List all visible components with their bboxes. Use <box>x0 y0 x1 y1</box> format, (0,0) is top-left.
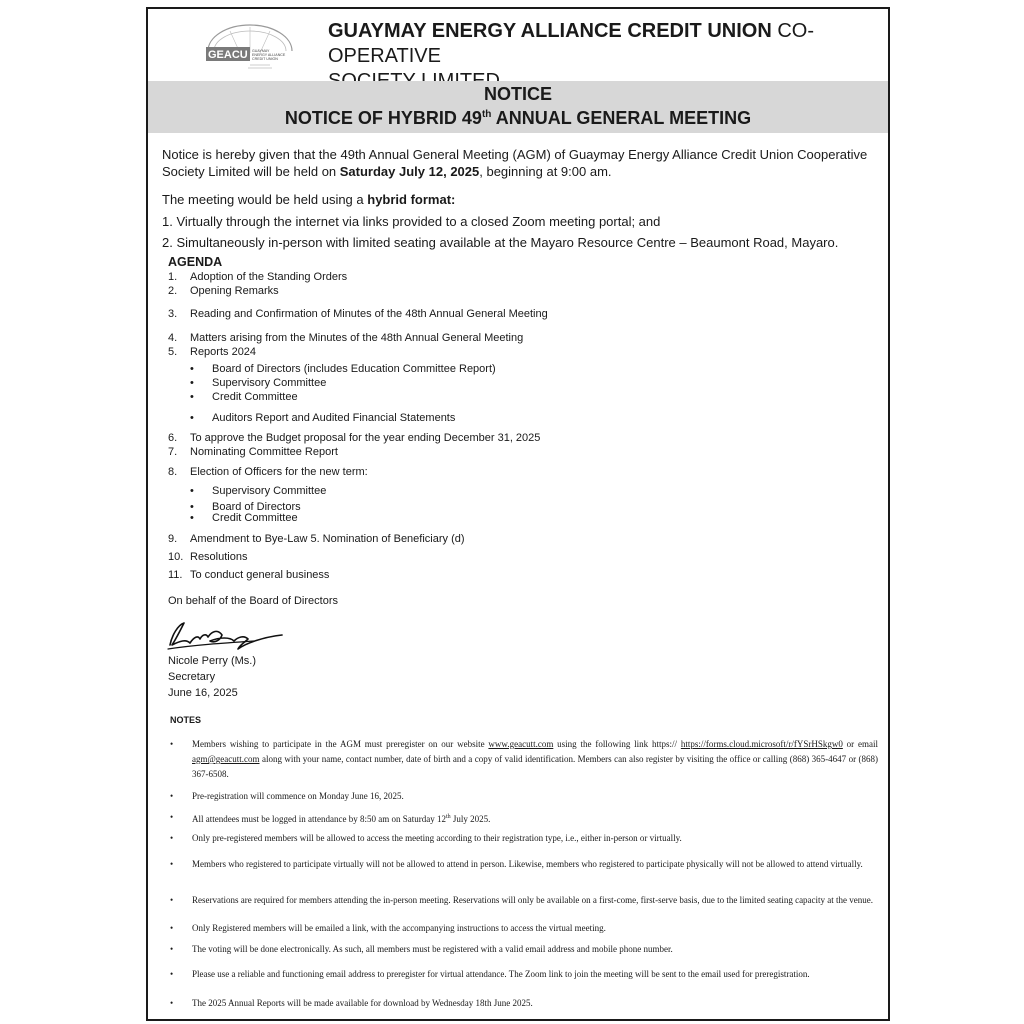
note-text: The voting will be done electronically. As such, all members must be registered with a valid email address and mobile phone number. <box>192 944 673 954</box>
note-item <box>170 942 878 957</box>
signer-role: Secretary <box>168 671 216 683</box>
note-item <box>170 893 878 908</box>
credit-union-logo <box>200 21 300 75</box>
bullet-icon: • <box>170 859 174 869</box>
agenda-number: 3. <box>168 308 178 320</box>
agenda-number: 10. <box>168 551 184 563</box>
agenda-subitem <box>190 377 326 390</box>
note-text: Members who registered to participate virtually will not be allowed to attend in person. Likewise, members who registered to participate physically will not be allowed to attend virtually. <box>192 859 863 869</box>
agenda-number: 1. <box>168 271 178 283</box>
agenda-item <box>168 551 247 564</box>
note-item <box>170 831 878 846</box>
bullet-icon: • <box>170 969 174 979</box>
note-text: Pre-registration will commence on Monday June 16, 2025. <box>192 791 404 801</box>
note-item <box>170 967 878 982</box>
agenda-number: 4. <box>168 332 178 344</box>
bullet-icon: • <box>170 739 174 749</box>
agenda-text: To conduct general business <box>190 569 330 581</box>
signer-name: Nicole Perry (Ms.) <box>168 655 257 667</box>
signoff-date: June 16, 2025 <box>168 687 238 699</box>
note-text-part: July 2025. <box>450 814 491 824</box>
email-link[interactable]: agm@geacutt.com <box>192 754 260 764</box>
agenda-item <box>168 466 368 479</box>
agenda-subitem-text: Credit Committee <box>212 512 298 524</box>
agenda-subitem <box>190 485 326 498</box>
agenda-title: AGENDA <box>168 255 223 269</box>
agenda-text: Matters arising from the Minutes of the 48th Annual General Meeting <box>190 332 524 344</box>
agenda-number: 8. <box>168 466 178 478</box>
title-sup: th <box>481 109 492 120</box>
agenda-item <box>168 346 256 359</box>
notice-document <box>146 7 890 1021</box>
meeting-date: Saturday July 12, 2025 <box>339 164 480 179</box>
signer-block <box>168 653 256 701</box>
svg-text:CREDIT UNION: CREDIT UNION <box>252 57 278 61</box>
note-text: The 2025 Annual Reports will be made available for download by Wednesday 18th June 2025. <box>192 998 533 1008</box>
format-paragraph <box>162 191 455 208</box>
note-text-part: All attendees must be logged in attendance by 8:50 am on Saturday 12 <box>192 814 446 824</box>
agenda-text: Reading and Confirmation of Minutes of the 48th Annual General Meeting <box>190 308 548 320</box>
svg-text:GUAYMAY: GUAYMAY <box>252 49 270 53</box>
bullet-icon: • <box>170 812 174 822</box>
agenda-item <box>168 308 548 321</box>
bullet-icon: • <box>170 944 174 954</box>
note-text <box>192 810 878 827</box>
agenda-text: To approve the Budget proposal for the year ending December 31, 2025 <box>190 432 541 444</box>
intro-text-end: , beginning at 9:00 am. <box>479 164 612 179</box>
bullet-icon: • <box>190 377 194 389</box>
organization-name-bold: GUAYMAY ENERGY ALLIANCE CREDIT UNION <box>328 20 772 42</box>
agenda-subitem <box>190 363 496 376</box>
note-item <box>170 996 878 1011</box>
agenda-number: 7. <box>168 446 178 458</box>
svg-text:ENERGY ALLIANCE: ENERGY ALLIANCE <box>252 53 286 57</box>
bullet-icon: • <box>190 391 194 403</box>
signature-image <box>164 615 288 655</box>
agenda-text: Resolutions <box>190 551 248 563</box>
agenda-text: Adoption of the Standing Orders <box>190 271 348 283</box>
bullet-icon: • <box>190 485 194 497</box>
note-item <box>170 789 878 804</box>
note-text-part: Members wishing to participate in the AGM must preregister on our website <box>192 739 489 749</box>
agenda-subitem <box>190 512 298 525</box>
bullet-icon: • <box>170 791 174 801</box>
agenda-number: 11. <box>168 569 183 581</box>
agenda-item <box>168 533 465 546</box>
agenda-subitem-text: Credit Committee <box>212 391 298 403</box>
agenda-subitem-text: Board of Directors (includes Education Committee Report) <box>212 363 496 375</box>
format-option-in-person: 2. Simultaneously in-person with limited seating available at the Mayaro Resource Centre – Beaumont Road, Mayaro. <box>162 235 839 250</box>
agenda-subitem <box>190 391 298 404</box>
format-bold: hybrid format: <box>367 192 456 207</box>
agenda-item <box>168 432 540 445</box>
agenda-subitem-text: Supervisory Committee <box>212 377 327 389</box>
agenda-item <box>168 332 523 345</box>
intro-section <box>162 146 878 250</box>
intro-paragraph <box>162 146 878 180</box>
registration-link[interactable]: https://forms.cloud.microsoft/r/fYSrHSkgw0 <box>680 739 843 749</box>
note-text-part: or email <box>842 739 878 749</box>
agenda-item <box>168 446 338 459</box>
notes-title: NOTES <box>170 715 202 725</box>
note-text-part: using the following link https:// <box>553 739 677 749</box>
bullet-icon: • <box>170 923 174 933</box>
agenda-item <box>168 271 347 284</box>
website-link[interactable]: www.geacutt.com <box>488 739 554 749</box>
bullet-icon: • <box>170 895 174 905</box>
note-text: Please use a reliable and functioning email address to preregister for virtual attendance. The Zoom link to join the meeting will be sent to the email used for preregistration. <box>192 969 810 979</box>
note-sup: th <box>445 814 451 820</box>
notice-heading: NOTICE <box>483 84 552 104</box>
agenda-number: 2. <box>168 285 178 297</box>
svg-text:GEACU: GEACU <box>208 49 248 61</box>
title-band <box>148 81 888 133</box>
bullet-icon: • <box>170 998 174 1008</box>
note-text: Reservations are required for members attending the in-person meeting. Reservations will only be available on a first-come, first-serve basis, due to the limited seating capacity at the venue. <box>192 895 874 905</box>
note-item <box>170 737 878 782</box>
notice-title <box>148 106 888 130</box>
agenda-number: 5. <box>168 346 178 358</box>
agenda-text: Opening Remarks <box>190 285 279 297</box>
note-text: Only pre-registered members will be allowed to access the meeting according to their registration type, i.e., either in-person or virtually. <box>192 833 682 843</box>
agenda-number: 6. <box>168 432 178 444</box>
organization-name-rest: CO-OPERATIVE <box>328 20 814 67</box>
agenda-subitem <box>190 412 455 425</box>
note-item <box>170 857 878 872</box>
note-item <box>170 810 878 827</box>
agenda-number: 9. <box>168 533 178 545</box>
note-item <box>170 921 878 936</box>
note-text: Only Registered members will be emailed a link, with the accompanying instructions to access the virtual meeting. <box>192 923 606 933</box>
agenda-subitem-text: Supervisory Committee <box>212 485 327 497</box>
format-option-virtual: 1. Virtually through the internet via links provided to a closed Zoom meeting portal; and <box>162 214 661 229</box>
title-text-end: ANNUAL GENERAL MEETING <box>491 108 752 128</box>
note-text-part: along with your name, contact number, date of birth and a copy of valid identification. Members can also register by visiting the office or calling (868) 365-4647 or (868) 367-6508. <box>192 754 878 779</box>
format-text: The meeting would be held using a <box>162 192 368 207</box>
agenda-text: Election of Officers for the new term: <box>190 466 368 478</box>
bullet-icon: • <box>190 512 194 524</box>
bullet-icon: • <box>190 501 194 513</box>
agenda-text: Reports 2024 <box>190 346 257 358</box>
bullet-icon: • <box>190 412 194 424</box>
title-text: NOTICE OF HYBRID 49 <box>284 108 482 128</box>
bullet-icon: • <box>190 363 194 375</box>
note-text <box>192 737 878 782</box>
agenda-subitem-text: Auditors Report and Audited Financial Statements <box>212 412 456 424</box>
agenda-subitem-text: Board of Directors <box>212 501 301 513</box>
agenda-item <box>168 285 279 298</box>
agenda-text: Amendment to Bye-Law 5. Nomination of Beneficiary (d) <box>190 533 465 545</box>
agenda-text: Nominating Committee Report <box>190 446 338 458</box>
agenda-item <box>168 569 329 582</box>
intro-text: Notice is hereby given that the 49th Annual General Meeting (AGM) of Guaymay Energy Alliance Credit Union Cooperative Society Limited will be held on <box>162 147 868 179</box>
bullet-icon: • <box>170 833 174 843</box>
on-behalf-line: On behalf of the Board of Directors <box>168 595 338 607</box>
